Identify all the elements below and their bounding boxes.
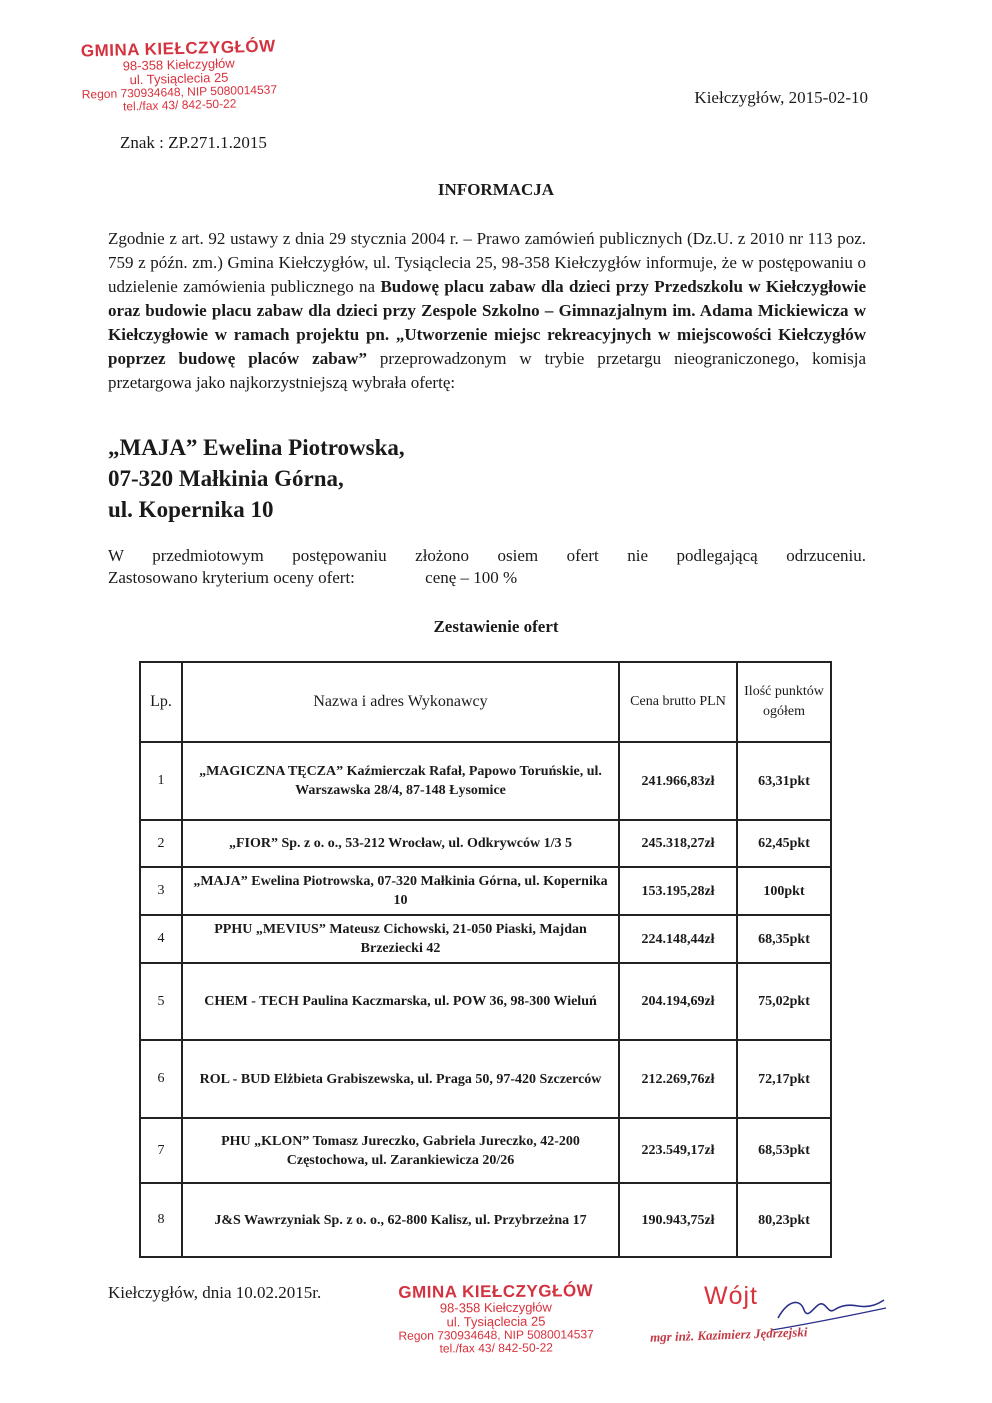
- table-row: [140, 1118, 831, 1183]
- row-contractor: ROL - BUD Elżbieta Grabiszewska, ul. Praga 50, 97-420 Szczerców: [182, 1040, 619, 1118]
- table-row: [140, 742, 831, 820]
- official-title: Wójt: [704, 1282, 758, 1310]
- table-row: [140, 915, 831, 963]
- row-lp: 8: [140, 1183, 182, 1257]
- table-title: Zestawienie ofert: [433, 617, 559, 636]
- stamp-phone: tel./fax 43/ 842-50-22: [439, 1340, 554, 1356]
- criterion-line: [108, 567, 866, 589]
- winner-street: ul. Kopernika 10: [108, 497, 274, 522]
- municipality-stamp-bottom: [386, 1282, 607, 1356]
- row-price: 204.194,69zł: [619, 963, 737, 1040]
- header-name: Nazwa i adres Wykonawcy: [182, 662, 619, 742]
- winner-name: „MAJA” Ewelina Piotrowska,: [108, 435, 405, 460]
- winner-city: 07-320 Małkinia Górna,: [108, 466, 344, 491]
- row-price: 212.269,76zł: [619, 1040, 737, 1118]
- table-row: [140, 1183, 831, 1257]
- stamp-street: ul. Tysiąclecia 25: [446, 1313, 546, 1330]
- row-price: 224.148,44zł: [619, 915, 737, 963]
- official-name: mgr inż. Kazimierz Jędrzejski: [649, 1324, 808, 1345]
- row-lp: 5: [140, 963, 182, 1040]
- row-price: 153.195,28zł: [619, 867, 737, 915]
- header-lp: Lp.: [140, 662, 182, 742]
- row-points: 62,45pkt: [737, 820, 831, 867]
- row-price: 245.318,27zł: [619, 820, 737, 867]
- header-price: Cena brutto PLN: [619, 662, 737, 742]
- row-lp: 4: [140, 915, 182, 963]
- criterion-value: cenę – 100 %: [425, 568, 518, 587]
- table-row: [140, 820, 831, 867]
- row-lp: 3: [140, 867, 182, 915]
- row-lp: 6: [140, 1040, 182, 1118]
- official-signature-block: [648, 1282, 888, 1352]
- offers-info: [108, 545, 866, 589]
- row-lp: 7: [140, 1118, 182, 1183]
- row-points: 63,31pkt: [737, 742, 831, 820]
- table-header-row: [140, 662, 831, 742]
- row-contractor: „FIOR” Sp. z o. o., 53-212 Wrocław, ul. Odkrywców 1/3 5: [182, 820, 619, 867]
- row-price: 223.549,17zł: [619, 1118, 737, 1183]
- body-text-project: Budowę placu zabaw dla dzieci przy Przedszkolu w Kiełczygłowie oraz budowie placu zabaw dla dzieci przy Zespole Szkolno – Gimnazjalnym im. Adama Mickiewicza w Kiełczygłowie w ramach projektu pn. „Utworzenie miejsc rekreacyjnych w miejscowości Kiełczygłów poprzez budowę placów zabaw”: [108, 277, 866, 368]
- row-points: 75,02pkt: [737, 963, 831, 1040]
- body-paragraph: [108, 227, 866, 395]
- offers-table: [139, 661, 832, 1258]
- row-contractor: PPHU „MEVIUS” Mateusz Cichowski, 21-050 Piaski, Majdan Brzeziecki 42: [182, 915, 619, 963]
- stamp-regon: Regon 730934648, NIP 5080014537: [81, 82, 278, 102]
- row-contractor: CHEM - TECH Paulina Kaczmarska, ul. POW 36, 98-300 Wieluń: [182, 963, 619, 1040]
- row-price: 241.966,83zł: [619, 742, 737, 820]
- table-row: [140, 867, 831, 915]
- row-points: 68,35pkt: [737, 915, 831, 963]
- row-lp: 1: [140, 742, 182, 820]
- row-price: 190.943,75zł: [619, 1183, 737, 1257]
- stamp-phone: tel./fax 43/ 842-50-22: [122, 96, 237, 114]
- reference-number: Znak : ZP.271.1.2015: [120, 133, 267, 152]
- table-row: [140, 963, 831, 1040]
- document-title: INFORMACJA: [437, 180, 555, 199]
- criterion-label: Zastosowano kryterium oceny ofert:: [108, 568, 355, 587]
- row-points: 72,17pkt: [737, 1040, 831, 1118]
- stamp-title: GMINA KIEŁCZYGŁÓW: [398, 1281, 594, 1302]
- row-contractor: „MAGICZNA TĘCZA” Kaźmierczak Rafał, Papowo Toruńskie, ul. Warszawska 28/4, 87-148 Łysomice: [182, 742, 619, 820]
- row-contractor: PHU „KLON” Tomasz Jureczko, Gabriela Jureczko, 42-200 Częstochowa, ul. Zarankiewicza 20/26: [182, 1118, 619, 1183]
- row-contractor: J&S Wawrzyniak Sp. z o. o., 62-800 Kalisz, ul. Przybrzeżna 17: [182, 1183, 619, 1257]
- municipality-stamp-top: [63, 37, 295, 115]
- header-place-date: Kiełczygłów, 2015-02-10: [694, 88, 868, 107]
- stamp-title: GMINA KIEŁCZYGŁÓW: [80, 36, 276, 61]
- row-lp: 2: [140, 820, 182, 867]
- row-points: 80,23pkt: [737, 1183, 831, 1257]
- row-contractor: „MAJA” Ewelina Piotrowska, 07-320 Małkinia Górna, ul. Kopernika 10: [182, 867, 619, 915]
- selected-offer: [108, 432, 405, 525]
- stamp-street: ul. Tysiąclecia 25: [129, 70, 229, 88]
- body-text-end: przeprowadzonym w trybie przetargu nieograniczonego, komisja przetargowa jako najkorzystniejszą wybrała ofertę:: [108, 349, 866, 392]
- body-text-intro: Zgodnie z art. 92 ustawy z dnia 29 stycznia 2004 r. – Prawo zamówień publicznych (Dz.U. z 2010 nr 113 poz. 759 z późn. zm.) Gmina Kiełczygłów, ul. Tysiąclecia 25, 98-358 Kiełczygłów informuje, że w postępowaniu o udzielenie zamówienia publicznego na: [108, 229, 866, 296]
- header-points: Ilość punktów ogółem: [737, 662, 831, 742]
- stamp-regon: Regon 730934648, NIP 5080014537: [398, 1327, 594, 1344]
- offers-count-text: W przedmiotowym postępowaniu złożono osiem ofert nie podlegającą odrzuceniu.: [108, 546, 866, 565]
- row-points: 100pkt: [737, 867, 831, 915]
- stamp-postal: 98-358 Kiełczygłów: [439, 1299, 552, 1316]
- footer-place-date: Kiełczygłów, dnia 10.02.2015r.: [108, 1283, 322, 1302]
- row-points: 68,53pkt: [737, 1118, 831, 1183]
- stamp-postal: 98-358 Kiełczygłów: [122, 55, 235, 74]
- table-row: [140, 1040, 831, 1118]
